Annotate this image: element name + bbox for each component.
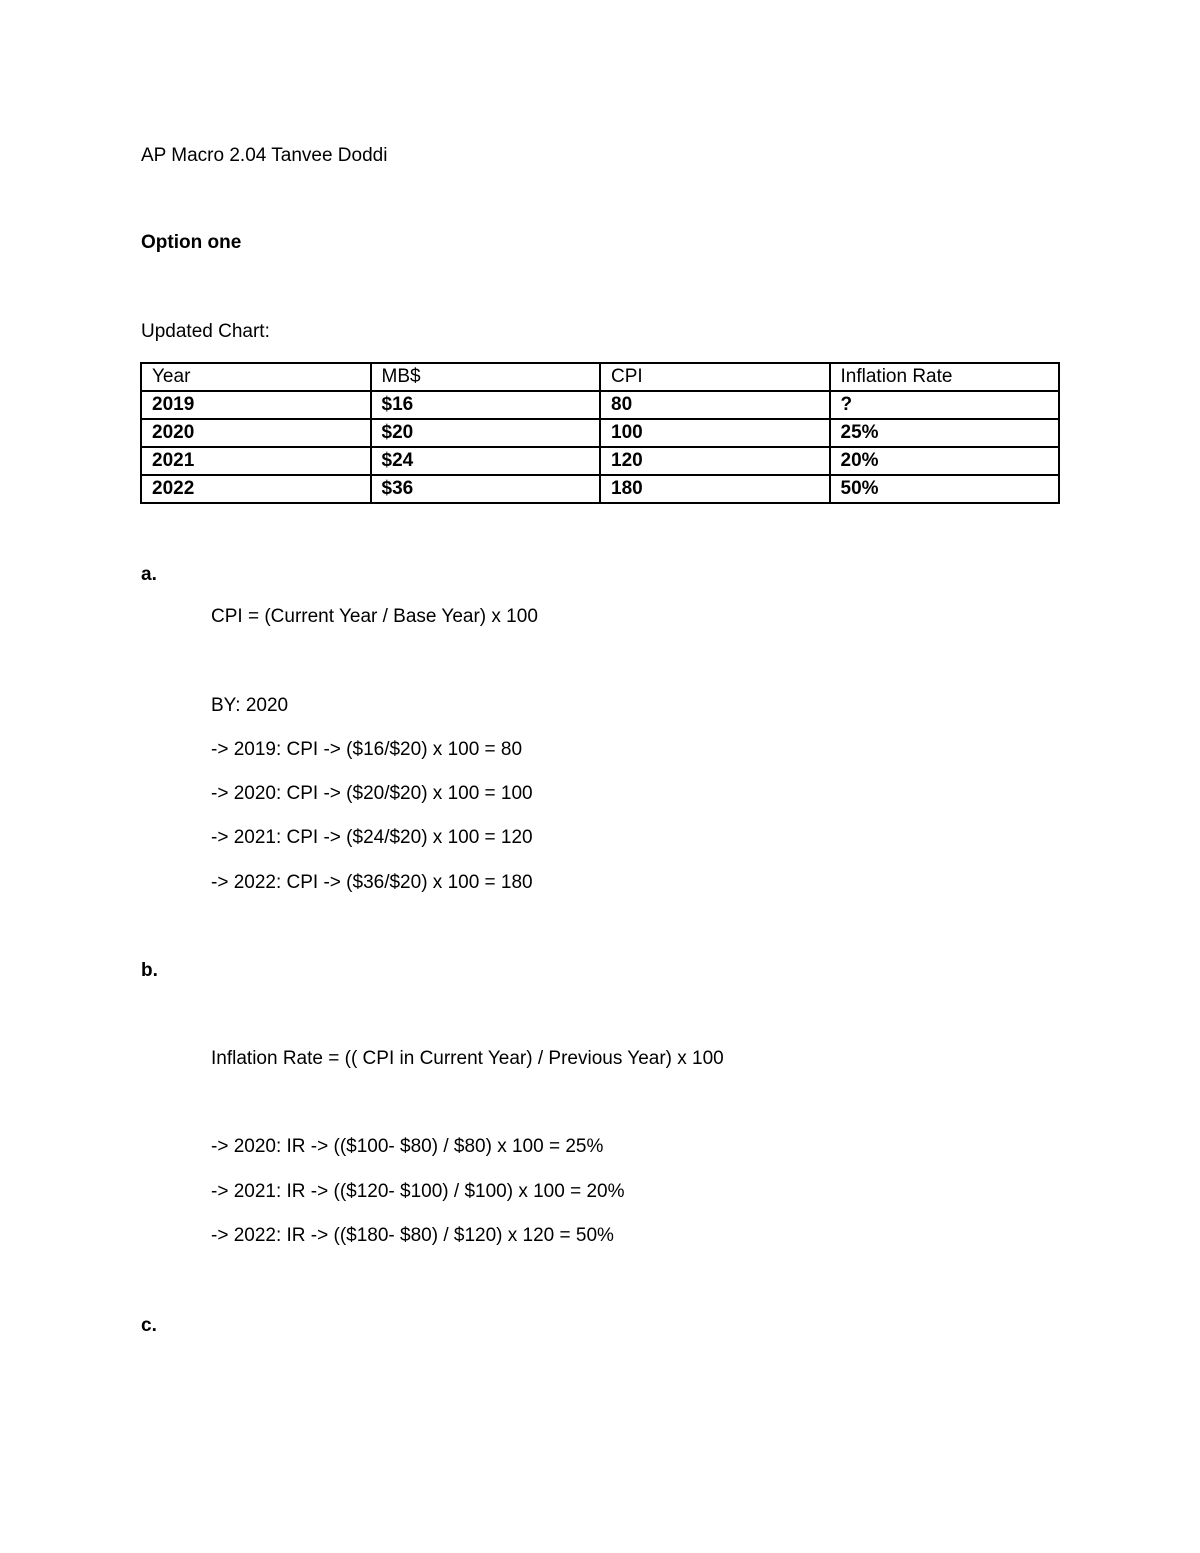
table-cell: 20% <box>830 447 1060 475</box>
inflation-formula: Inflation Rate = (( CPI in Current Year) / Previous Year) x 100 <box>211 1048 724 1069</box>
table-cell: $24 <box>371 447 601 475</box>
table-cell: 2020 <box>141 419 371 447</box>
option-heading: Option one <box>141 232 242 253</box>
section-b-label: b. <box>141 960 158 981</box>
section-c-label: c. <box>141 1315 157 1336</box>
table-cell: ? <box>830 391 1060 419</box>
inflation-calc-line: -> 2020: IR -> (($100- $80) / $80) x 100 = 25% <box>211 1136 604 1157</box>
cpi-calc-line: -> 2022: CPI -> ($36/$20) x 100 = 180 <box>211 872 533 893</box>
table-cell: 2021 <box>141 447 371 475</box>
table-row <box>141 391 1059 419</box>
table-cell: 100 <box>600 419 830 447</box>
section-a-label: a. <box>141 564 157 585</box>
table-cell: $16 <box>371 391 601 419</box>
table-cell: 180 <box>600 475 830 503</box>
table-header-cell: Year <box>141 363 371 391</box>
table-cell: 50% <box>830 475 1060 503</box>
cpi-calc-line: -> 2020: CPI -> ($20/$20) x 100 = 100 <box>211 783 533 804</box>
table-row <box>141 475 1059 503</box>
table-header-cell: CPI <box>600 363 830 391</box>
table-row <box>141 419 1059 447</box>
table-cell: 2019 <box>141 391 371 419</box>
chart-label: Updated Chart: <box>141 321 270 342</box>
inflation-table <box>140 362 1060 504</box>
inflation-calc-line: -> 2022: IR -> (($180- $80) / $120) x 120 = 50% <box>211 1225 614 1246</box>
document-title: AP Macro 2.04 Tanvee Doddi <box>141 145 388 166</box>
cpi-calc-line: -> 2019: CPI -> ($16/$20) x 100 = 80 <box>211 739 523 760</box>
cpi-calc-line: -> 2021: CPI -> ($24/$20) x 100 = 120 <box>211 827 533 848</box>
table-header-row <box>141 363 1059 391</box>
table-cell: 120 <box>600 447 830 475</box>
table-cell: $20 <box>371 419 601 447</box>
table-header-cell: MB$ <box>371 363 601 391</box>
table-cell: $36 <box>371 475 601 503</box>
table-header-cell: Inflation Rate <box>830 363 1060 391</box>
table-cell: 80 <box>600 391 830 419</box>
table-cell: 2022 <box>141 475 371 503</box>
table-row <box>141 447 1059 475</box>
base-year-line: BY: 2020 <box>211 695 289 716</box>
inflation-calc-line: -> 2021: IR -> (($120- $100) / $100) x 100 = 20% <box>211 1181 625 1202</box>
table-cell: 25% <box>830 419 1060 447</box>
cpi-formula: CPI = (Current Year / Base Year) x 100 <box>211 606 538 627</box>
